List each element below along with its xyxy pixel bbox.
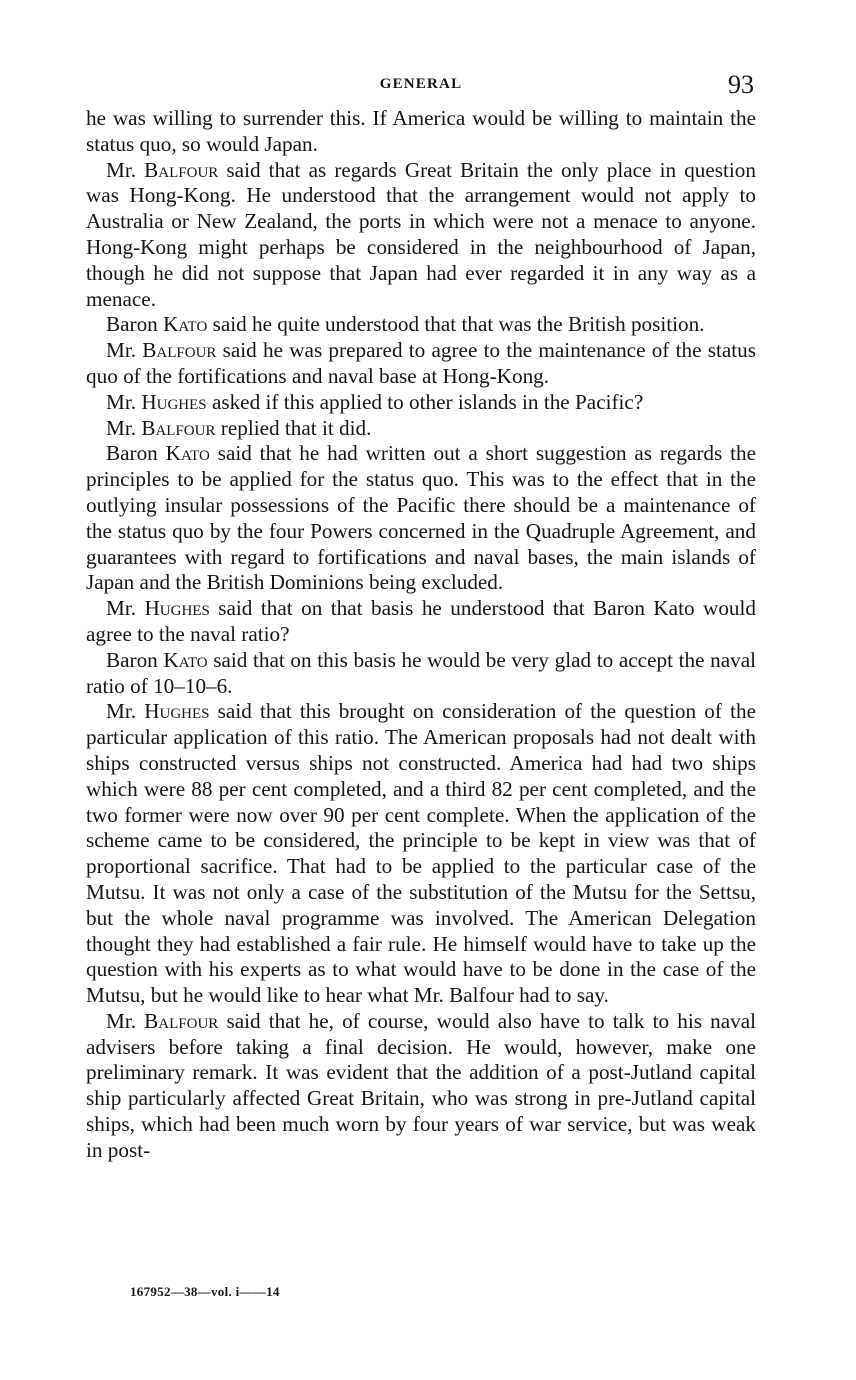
paragraph-9: Baron Kato said that on this basis he would be very glad to accept the naval ratio of 10–10–6. (86, 647, 756, 698)
paragraph-6: Mr. Balfour replied that it did. (106, 415, 372, 440)
speaker-name: Kato (165, 441, 210, 466)
speaker-name: Balfour (144, 157, 219, 182)
running-header (86, 66, 756, 106)
paragraph-7: Baron Kato said that he had written out a short suggestion as regards the principles to be applied for the status quo. This was to the effect that in the outlying insular possessions of the Pacific there should be a maintenance of the status quo by the four Powers concerned in the Quadruple Agreement, and guarantees with regard to fortifications and naval bases, the main islands of Japan and the British Dominions being excluded. (86, 441, 756, 595)
paragraph-11: Mr. Balfour said that he, of course, would also have to talk to his naval advisers before taking a final decision. He would, however, make one preliminary remark. It was evident that the addition of a post-Jutland capital ship particularly affected Great Britain, who was strong in pre-Jutland capital ships, which had been much worn by four years of war service, but was weak in post- (86, 1008, 756, 1162)
speaker-name: Kato (163, 647, 208, 672)
signature-line: 167952—38—vol. i——14 (130, 1284, 280, 1299)
speaker-name: Balfour (142, 338, 217, 363)
paragraph-3: Baron Kato said he quite understood that that was the British position. (106, 312, 705, 337)
speaker-name: Hughes (144, 699, 210, 724)
speaker-name: Kato (163, 312, 208, 337)
paragraph-2: Mr. Balfour said that as regards Great Britain the only place in question was Hong-Kong. He understood that the arrangement would not apply to Australia or New Zealand, the ports in which were not a menace to anyone. Hong-Kong might perhaps be considered in the neighbourhood of Japan, though he did not suppose that Japan had ever regarded it in any way as a menace. (86, 157, 756, 311)
body-text (86, 106, 756, 1164)
running-title: GENERAL (379, 76, 463, 92)
speaker-name: Hughes (144, 596, 210, 621)
paragraph-10: Mr. Hughes said that this brought on consideration of the question of the particular application of this ratio. The American proposals had not dealt with ships constructed versus ships not constructed. America had had two ships which were 88 per cent completed, and a third 82 per cent completed, and the two former were now over 90 per cent complete. When the application of the scheme came to be considered, the principle to be kept in view was that of proportional sacrifice. That had to be applied to the particular case of the Mutsu. It was not only a case of the substitution of the Mutsu for the Settsu, but the whole naval programme was involved. The American Delegation thought they had established a fair rule. He himself would have to take up the question with his experts as to what would have to be done in the case of the Mutsu, but he would like to hear what Mr. Balfour had to say. (86, 699, 756, 1008)
speaker-name: Hughes (141, 389, 207, 414)
document-page (86, 66, 756, 1164)
speaker-name: Balfour (144, 1008, 219, 1033)
paragraph-4: Mr. Balfour said he was prepared to agree to the maintenance of the status quo of the fortifications and naval base at Hong-Kong. (86, 338, 756, 388)
speaker-name: Balfour (141, 415, 216, 440)
paragraph-1: he was willing to surrender this. If America would be willing to maintain the status quo, so would Japan. (86, 106, 756, 156)
paragraph-8: Mr. Hughes said that on that basis he understood that Baron Kato would agree to the naval ratio? (86, 596, 757, 646)
page-number: 93 (728, 70, 754, 99)
paragraph-5: Mr. Hughes asked if this applied to other islands in the Pacific? (106, 389, 644, 414)
